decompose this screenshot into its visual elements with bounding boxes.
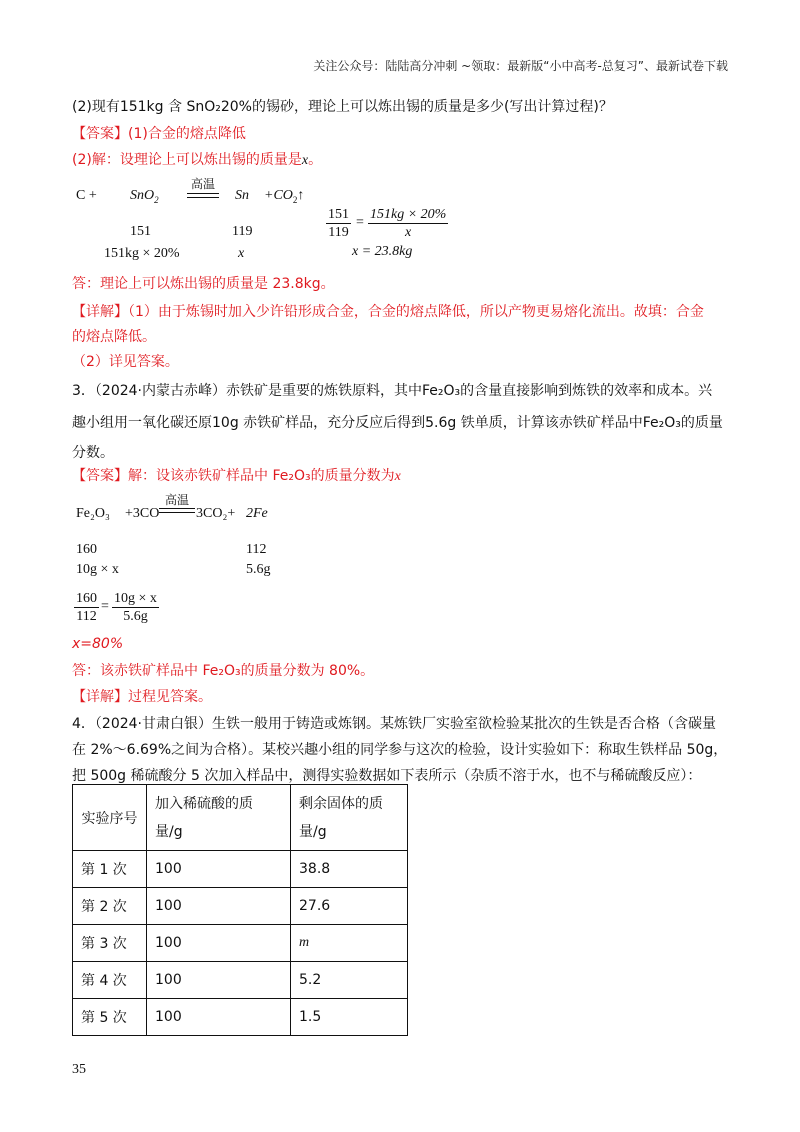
q2-detail-line1: 【详解】（1）由于炼锡时加入少许铅形成合金，合金的熔点降低，所以产物更易熔化流出。故填：合金 [72,304,704,320]
solve-end: 。 [308,152,323,168]
ratio-equals: = [356,215,364,230]
table-cell: 第 5 次 [73,999,147,1036]
table-header-cell: 加入稀硫酸的质 量/g [147,785,291,851]
ratio3-right: $\frac{10g \times x}{5.6g}$ [114,591,157,624]
question-4-line3: 把 500g 稀硫酸分 5 次加入样品中，测得实验数据如下表所示（杂质不溶于水，也不与稀硫酸反应）： [72,768,702,784]
eq-reactant-c: C + [76,188,97,203]
solve-text: (2)解：设理论上可以炼出锡的质量是 [72,152,302,168]
table-cell: 100 [147,851,291,888]
ratio3-left: $\frac{160}{112}$ [76,591,97,624]
eq-product-sn: Sn [235,188,249,203]
q3-conclusion: 答：该赤铁矿样品中 Fe₂O₃的质量分数为 80%。 [72,663,375,679]
q2-detail-line3: （2）详见答案。 [72,354,179,370]
solve-setup [72,150,322,171]
question-3-line1: 3．（2024·内蒙古赤峰）赤铁矿是重要的炼铁原料，其中Fe₂O₃的含量直接影响到炼铁的效率和成本。兴 [72,383,713,399]
table-row [73,962,408,999]
table-row [73,888,408,925]
eq-actual-sn: x [238,246,245,261]
question-3-line3: 分数。 [72,445,114,461]
eq3-molar-mass-fe2o3: 160 [76,542,97,557]
page-number: 35 [72,1062,86,1077]
table-cell: 27.6 [291,888,408,925]
eq3-actual-fe2o3: 10g × x [76,562,119,577]
table-cell: 第 2 次 [73,888,147,925]
eq3-condition: 高温 [164,493,189,507]
table-header-row [73,785,408,851]
table-row [73,999,408,1036]
table-cell: m [291,925,408,962]
solve-variable: x [301,153,309,168]
table-cell: 第 4 次 [73,962,147,999]
table-cell: 38.8 [291,851,408,888]
eq3-molar-mass-fe: 112 [246,542,267,557]
q2-detail-line2: 的熔点降低。 [72,329,156,345]
table-cell: 100 [147,999,291,1036]
question-4-line1: 4．（2024·甘肃白银）生铁一般用于铸造或炼钢。某炼铁厂实验室欲检验某批次的生铁是否合格（含碳量 [72,716,716,732]
eq-molar-mass-sn: 119 [232,224,253,239]
table-cell: 第 1 次 [73,851,147,888]
page-header: 关注公众号：陆陆高分冲刺 ~领取：最新版“小中高考-总复习”、最新试卷下载 [313,59,728,73]
result-x: x = 23.8kg [352,244,413,259]
eq-condition: 高温 [190,177,215,191]
table-row [73,925,408,962]
eq3-fe: 2Fe [246,506,268,521]
eq3-fe2o3: Fe₂O₃ [76,506,110,521]
table-cell: 100 [147,962,291,999]
q3-result: x=80% [72,636,124,652]
ratio-right: $\frac{151kg \times 20\%}{x}$ [370,207,447,240]
q2-conclusion: 答：理论上可以炼出锡的质量是 23.8kg。 [72,276,335,292]
eq3-double-line [159,508,195,513]
answer-label: 【答案】(1)合金的熔点降低 [72,126,246,142]
eq-molar-mass-sno2: 151 [130,224,151,239]
eq3-co: +3CO [125,506,160,521]
table-row [73,851,408,888]
ratio3-equals: = [101,599,109,614]
table-header-cell: 实验序号 [73,785,147,851]
eq-reactant-sno2: SnO$_2$ [130,188,159,205]
table-header-cell: 剩余固体的质 量/g [291,785,408,851]
table-cell: 第 3 次 [73,925,147,962]
question-3-line2: 趣小组用一氧化碳还原10g 赤铁矿样品，充分反应后得到5.6g 铁单质，计算该赤铁矿样品中Fe₂O₃的质量 [72,415,723,431]
table-cell: 5.2 [291,962,408,999]
q3-detail: 【详解】过程见答案。 [72,689,212,705]
eq-actual-sno2: 151kg × 20% [104,246,180,261]
question-2-part-2: (2)现有151kg 含 SnO₂20%的锡砂，理论上可以炼出锡的质量是多少(写出计算过程)？ [72,99,613,115]
eq3-co2: 3CO₂+ [196,506,236,521]
ratio-left: $\frac{151}{119}$ [328,207,349,240]
experiment-table [72,784,408,1036]
eq-product-co2: $+CO_2↑$ [264,188,305,205]
eq-double-line [187,193,219,198]
eq3-actual-fe: 5.6g [246,562,271,577]
question-4-line2: 在 2%～6.69%之间为合格）。某校兴趣小组的同学参与这次的检验，设计实验如下：称取生铁样品 50g， [72,742,728,758]
table-cell: 100 [147,925,291,962]
table-cell: 100 [147,888,291,925]
q3-answer: 【答案】解：设该赤铁矿样品中 Fe₂O₃的质量分数为x [72,468,401,484]
table-cell: 1.5 [291,999,408,1036]
